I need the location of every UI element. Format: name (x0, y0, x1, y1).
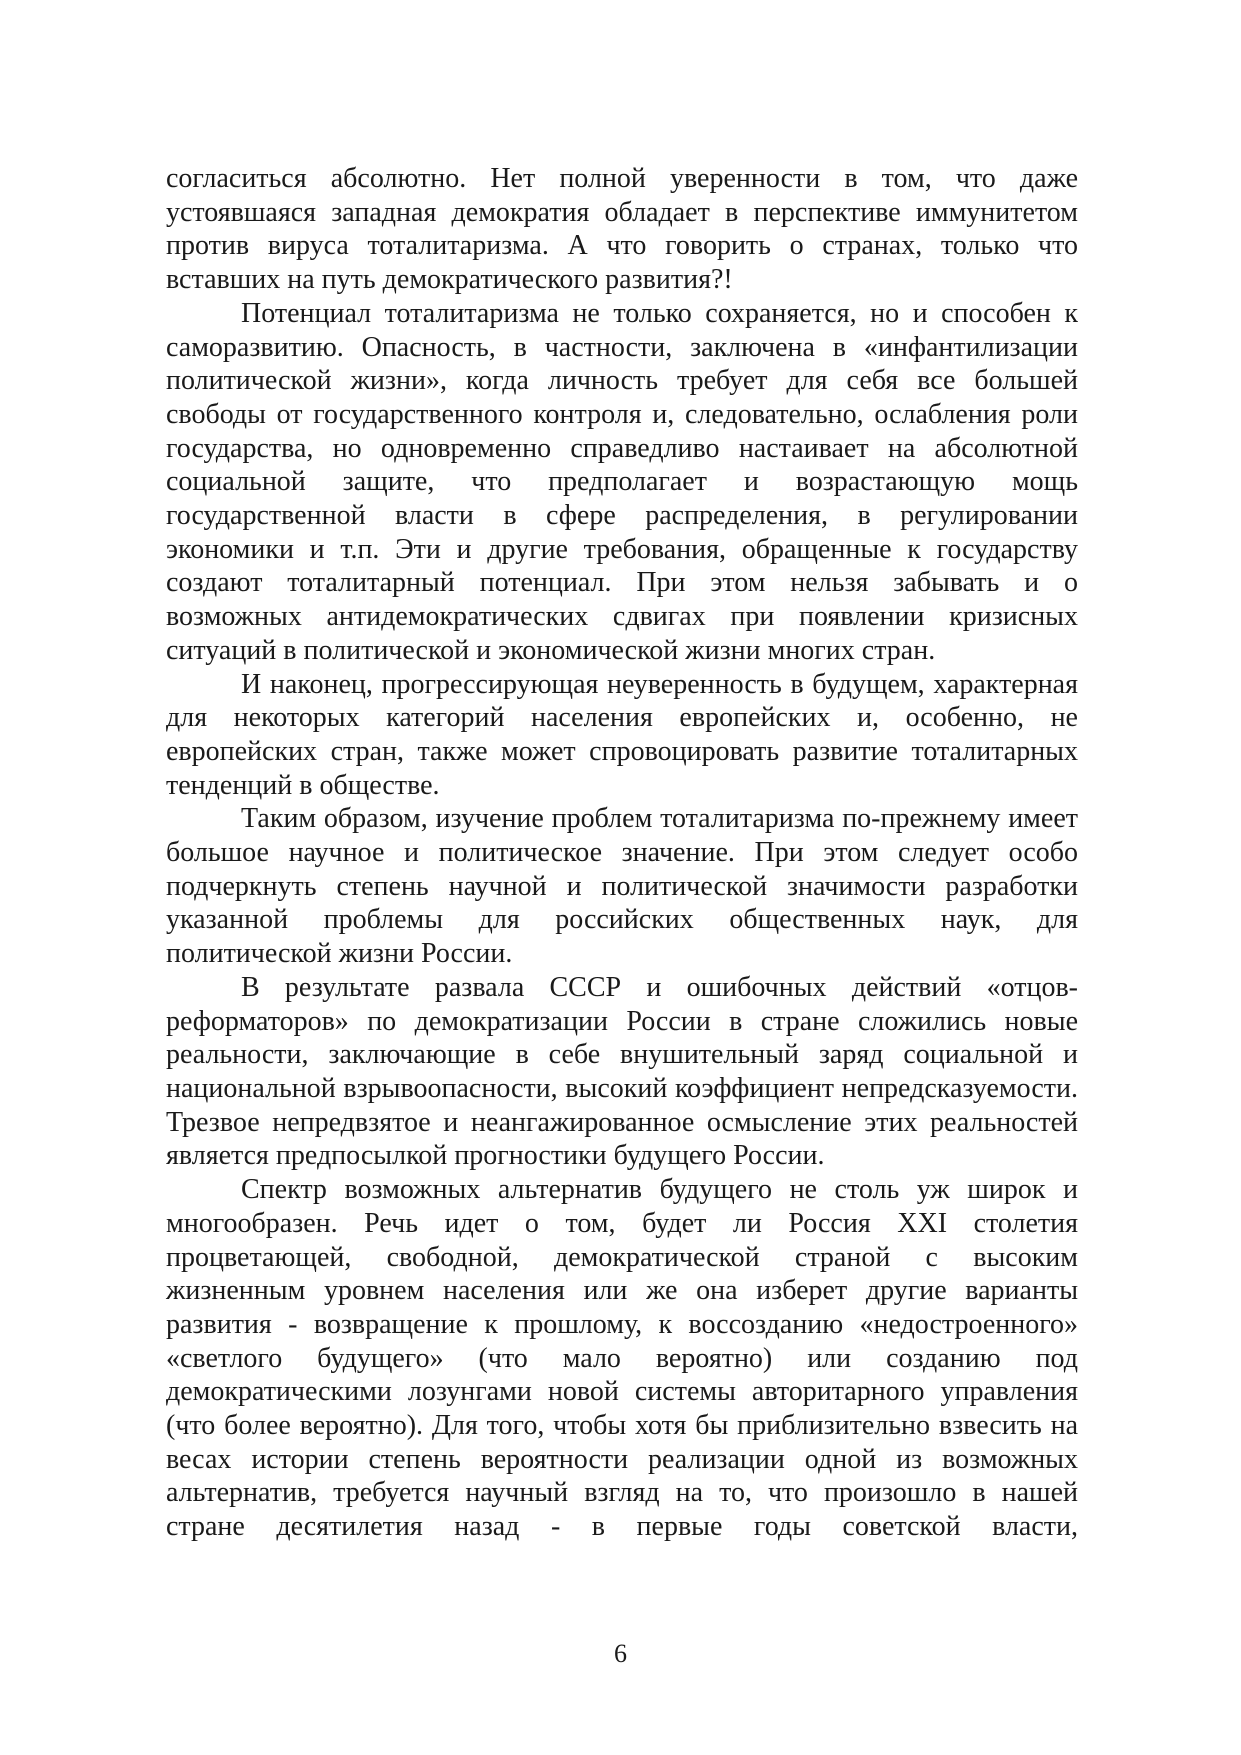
paragraph-alternatives: Спектр возможных альтернатив будущего не столь уж широк и многообразен. Речь идет о том, будет ли Россия XXI столетия процветающей, свободной, демократической страной с высоким жизненным уровнем населения или же она изберет другие варианты развития - возвращение к прошлому, к воссозданию «недостроенного» «светлого будущего» (что мало вероятно) или созданию под демократическими лозунгами новой системы авторитарного управления (что более вероятно). Для того, чтобы хотя бы приблизительно взвесить на весах истории степень вероятности реализации одной из возможных альтернатив, требуется научный взгляд на то, что произошло в нашей стране десятилетия назад - в первые годы советской власти, (166, 1174, 1078, 1543)
paragraph-continuation: согласиться абсолютно. Нет полной уверенности в том, что даже устоявшаяся западная демократия обладает в перспективе иммунитетом против вируса тоталитаризма. А что говорить о странах, только что вставших на путь демократического развития?! (166, 163, 1078, 296)
body-text (166, 162, 1078, 1544)
page-number: 6 (614, 1639, 627, 1668)
paragraph-ussr-collapse: В результате развала СССР и ошибочных действий «отцов-реформаторов» по демократизации России в стране сложились новые реальности, заключающие в себе внушительный заряд социальной и национальной взрывоопасности, высокий коэффициент непредсказуемости. Трезвое непредвзятое и неангажированное осмысление этих реальностей является предпосылкой прогностики будущего России. (166, 971, 1078, 1172)
paragraph-uncertainty: И наконец, прогрессирующая неуверенность в будущем, характерная для некоторых категорий населения европейских и, особенно, не европейских стран, также может спровоцировать развитие тоталитарных тенденций в обществе. (166, 668, 1078, 801)
paragraph-significance: Таким образом, изучение проблем тоталитаризма по-прежнему имеет большое научное и политическое значение. При этом следует особо подчеркнуть степень научной и политической значимости разработки указанной проблемы для российских общественных наук, для политической жизни России. (166, 803, 1078, 970)
paragraph-totalitarian-potential: Потенциал тоталитаризма не только сохраняется, но и способен к саморазвитию. Опасность, в частности, заключена в «инфантилизации политической жизни», когда личность требует для себя все большей свободы от государственного контроля и, следовательно, ослабления роли государства, но одновременно справедливо настаивает на абсолютной социальной защите, что предполагает и возрастающую мощь государственной власти в сфере распределения, в регулировании экономики и т.п. Эти и другие требования, обращенные к государству создают тоталитарный потенциал. При этом нельзя забывать и о возможных антидемократических сдвигах при появлении кризисных ситуаций в политической и экономической жизни многих стран. (166, 297, 1078, 666)
